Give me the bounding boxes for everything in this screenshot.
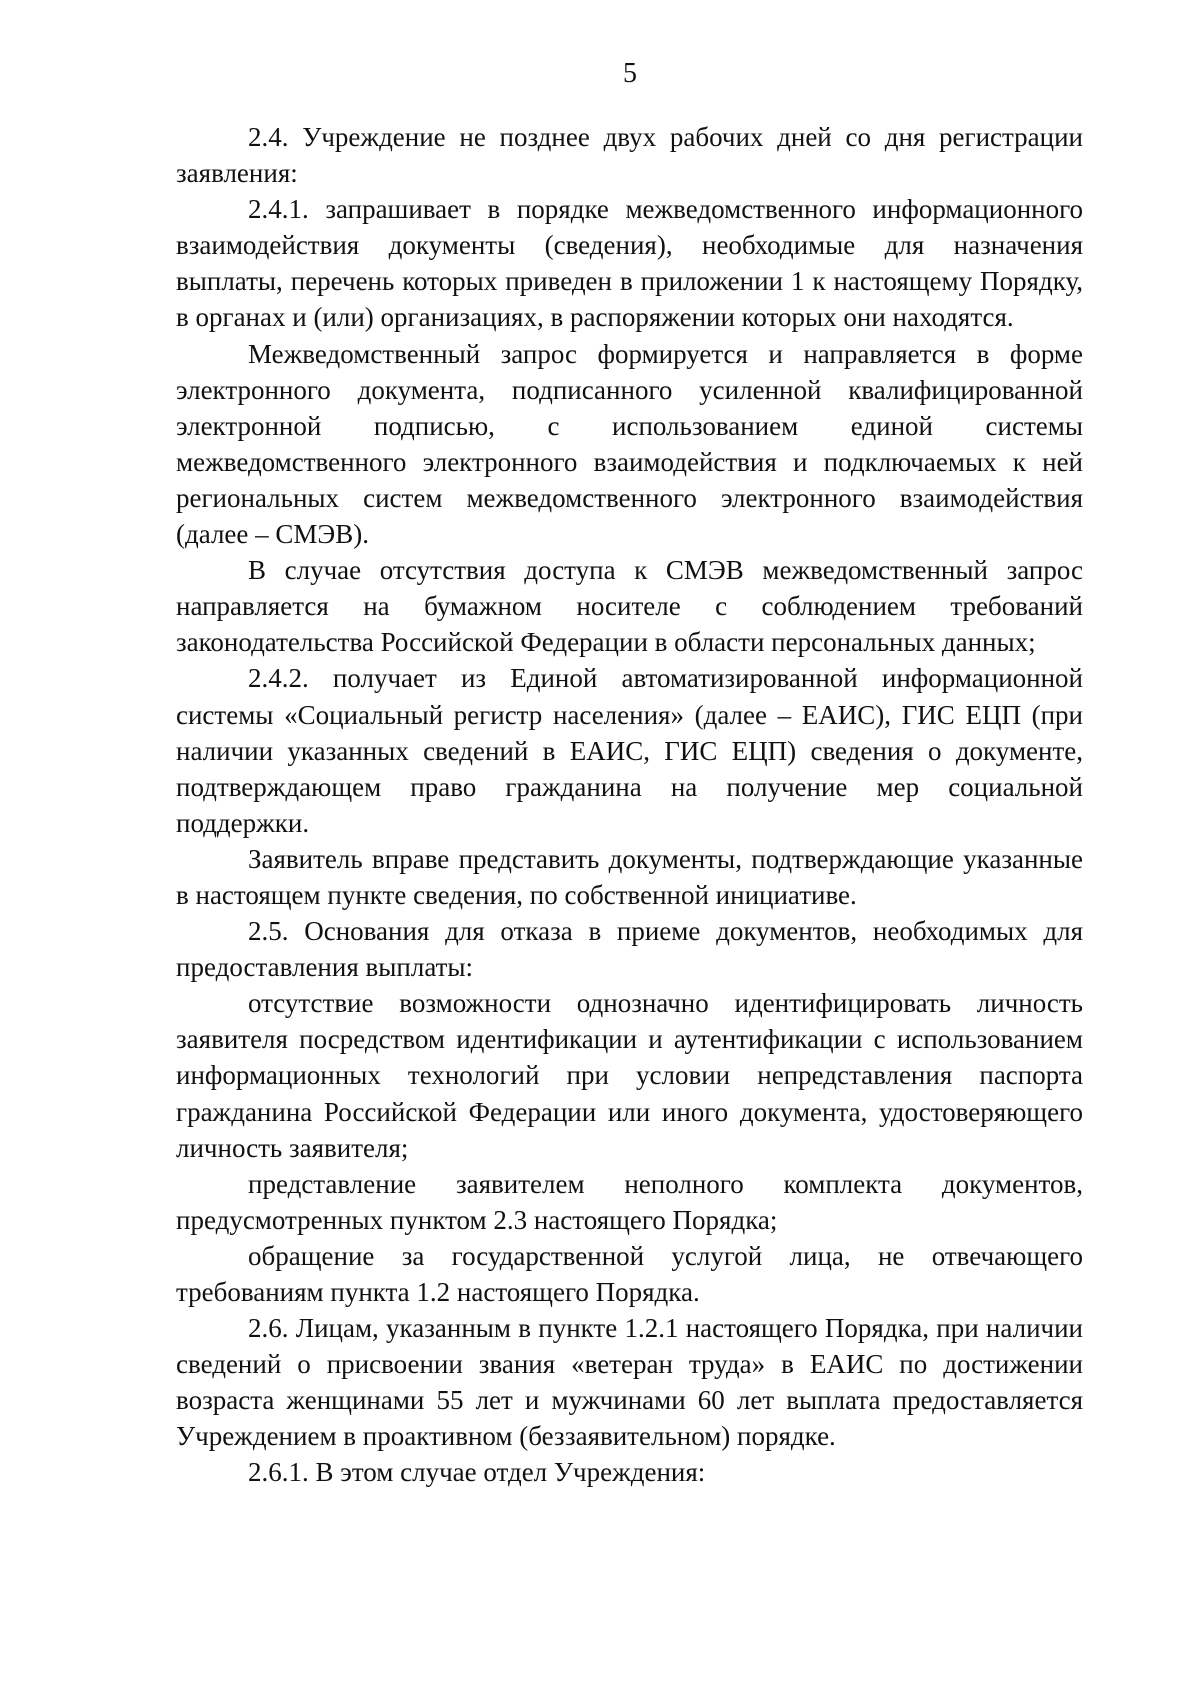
document-body — [176, 119, 1083, 1491]
paragraph-interagency-request: Межведомственный запрос формируется и направляется в форме электронного документа, подписанного усиленной квалифицированной электронной подписью, с использованием единой системы межведомственного электронного взаимодействия и подключаемых к ней региональных систем межведомственного электронного взаимодействия (далее – СМЭВ). — [176, 338, 1083, 550]
paragraph-refusal-incomplete: представление заявителем неполного комплекта документов, предусмотренных пунктом 2.3 настоящего Порядка; — [176, 1168, 1083, 1235]
paragraph-2-6-1: 2.6.1. В этом случае отдел Учреждения: — [248, 1457, 706, 1488]
paragraph-refusal-identification: отсутствие возможности однозначно идентифицировать личность заявителя посредством идентификации и аутентификации с использованием информационных технологий при условии непредставления паспорта гражданина Российской Федерации или иного документа, удостоверяющего личность заявителя; — [176, 988, 1083, 1163]
paragraph-2-6: 2.6. Лицам, указанным в пункте 1.2.1 настоящего Порядка, при наличии сведений о присвоении звания «ветеран труда» в ЕАИС по достижении возраста женщинами 55 лет и мужчинами 60 лет выплата предоставляется Учреждением в проактивном (беззаявительном) порядке. — [176, 1313, 1083, 1452]
paragraph-2-4-1: 2.4.1. запрашивает в порядке межведомственного информационного взаимодействия документы (сведения), необходимые для назначения выплаты, перечень которых приведен в приложении 1 к настоящему Порядку, в органах и (или) организациях, в распоряжении которых они находятся. — [176, 194, 1083, 333]
paragraph-applicant-right: Заявитель вправе представить документы, подтверждающие указанные в настоящем пункте сведения, по собственной инициативе. — [176, 843, 1083, 910]
paragraph-2-4-2: 2.4.2. получает из Единой автоматизированной информационной системы «Социальный регистр населения» (далее – ЕАИС), ГИС ЕЦП (при наличии указанных сведений в ЕАИС, ГИС ЕЦП) сведения о документе, подтверждающем право гражданина на получение мер социальной поддержки. — [176, 663, 1083, 838]
paragraph-no-smev-access: В случае отсутствия доступа к СМЭВ межведомственный запрос направляется на бумажном носителе с соблюдением требований законодательства Российской Федерации в области персональных данных; — [176, 555, 1083, 658]
paragraph-2-4: 2.4. Учреждение не позднее двух рабочих дней со дня регистрации заявления: — [176, 122, 1083, 189]
paragraph-refusal-ineligible: обращение за государственной услугой лица, не отвечающего требованиям пункта 1.2 настоящего Порядка. — [176, 1240, 1083, 1307]
paragraph-2-5: 2.5. Основания для отказа в приеме документов, необходимых для предоставления выплаты: — [176, 916, 1083, 983]
page-number: 5 — [623, 58, 637, 89]
